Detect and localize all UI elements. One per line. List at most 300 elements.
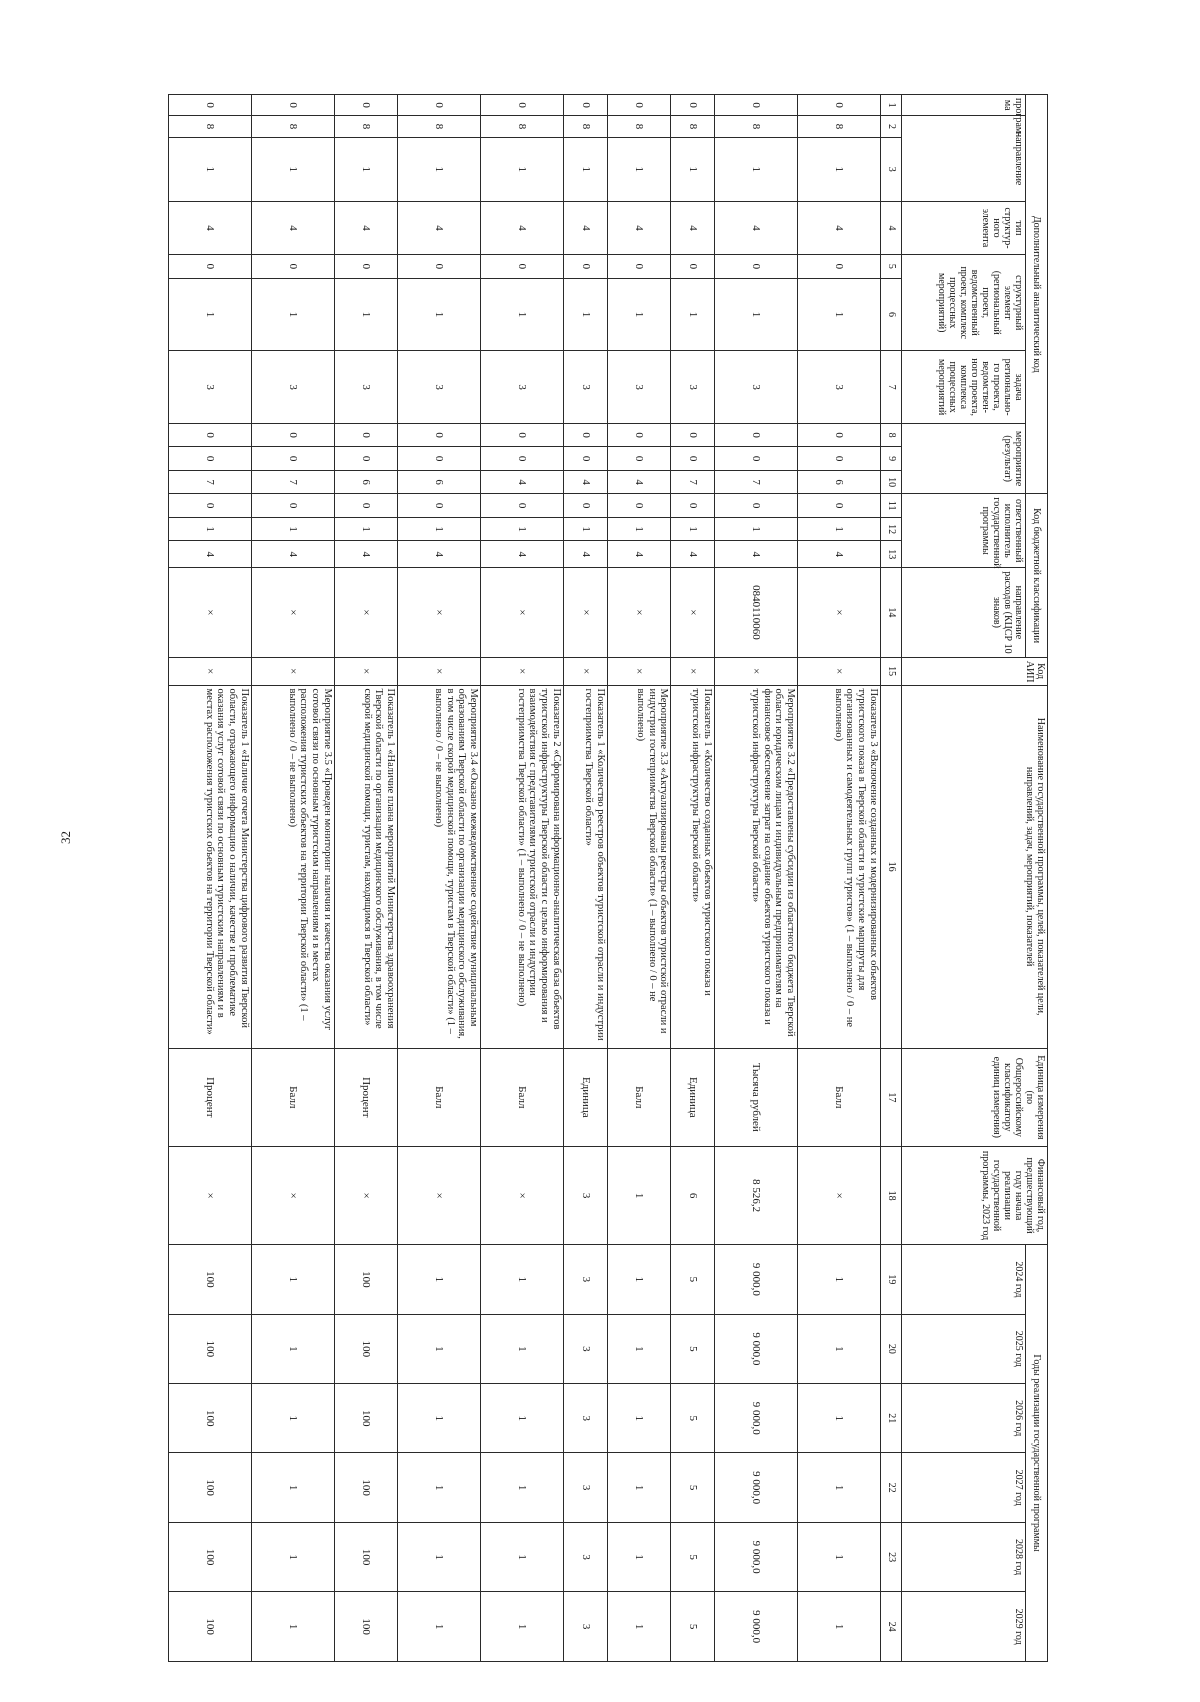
column-number: 3: [881, 137, 902, 201]
code-cell-4: 4: [798, 201, 881, 254]
code-cell-11: 0: [251, 494, 334, 517]
header-element-type: тип структур-ного элемента: [902, 201, 1026, 254]
value-2028: 1: [251, 1522, 334, 1591]
code-cell-4: 4: [715, 201, 798, 254]
program-indicators-table: [168, 94, 1048, 1662]
code-cell-10: 4: [564, 470, 608, 494]
code-cell-4: 4: [169, 201, 252, 254]
column-number: 22: [881, 1453, 902, 1522]
aip-code-cell: ×: [607, 657, 670, 685]
row-name-cell: Показатель 3 «Включение созданных и модернизированных объектов туристского показа в Тверской области в туристские маршруты для организованных и самодеятельных групп туристов» (1 – выполнено / 0 – не выполнено): [798, 685, 881, 1048]
expense-direction-cell: ×: [398, 568, 481, 658]
value-2028: 100: [334, 1522, 397, 1591]
value-2028: 100: [169, 1522, 252, 1591]
code-cell-12: 1: [169, 517, 252, 540]
header-year-2025: 2025 год: [902, 1314, 1026, 1383]
aip-code-cell: ×: [798, 657, 881, 685]
column-number: 11: [881, 494, 902, 517]
value-2029: 1: [607, 1592, 670, 1662]
column-number: 19: [881, 1245, 902, 1314]
code-cell-2: 8: [607, 116, 670, 137]
table-row: [607, 95, 670, 1662]
code-cell-1: 0: [564, 95, 608, 116]
code-cell-1: 0: [798, 95, 881, 116]
code-cell-5: 0: [715, 255, 798, 278]
base-year-value: ×: [798, 1146, 881, 1244]
code-cell-8: 0: [169, 423, 252, 446]
header-year-2028: 2028 год: [902, 1522, 1026, 1591]
value-2029: 100: [334, 1592, 397, 1662]
value-2026: 9 000,0: [715, 1384, 798, 1453]
row-name-cell: Показатель 1 «Наличие отчета Министерства цифрового развития Тверской области, отражающего информацию о наличии, качестве и проблематике оказания услуг сотовой связи по основным туристским направлениям и в местах расположения туристских объектов на территории Тверской области»: [169, 685, 252, 1048]
table-row: [334, 95, 397, 1662]
value-2028: 1: [481, 1522, 564, 1591]
header-direction: направление: [902, 116, 1026, 201]
code-cell-11: 0: [671, 494, 715, 517]
column-number: 14: [881, 568, 902, 658]
expense-direction-cell: ×: [671, 568, 715, 658]
code-cell-6: 1: [564, 278, 608, 351]
code-cell-3: 1: [715, 137, 798, 201]
code-cell-13: 4: [715, 541, 798, 568]
value-2028: 9 000,0: [715, 1522, 798, 1591]
code-cell-11: 0: [564, 494, 608, 517]
value-2025: 1: [398, 1314, 481, 1383]
value-2024: 1: [607, 1245, 670, 1314]
code-cell-1: 0: [671, 95, 715, 116]
code-cell-13: 4: [251, 541, 334, 568]
table-row: [398, 95, 481, 1662]
column-number: 17: [881, 1048, 902, 1146]
code-cell-7: 3: [671, 351, 715, 424]
value-2024: 100: [334, 1245, 397, 1314]
value-2027: 100: [169, 1453, 252, 1522]
aip-code-cell: ×: [251, 657, 334, 685]
value-2027: 5: [671, 1453, 715, 1522]
column-number: 20: [881, 1314, 902, 1383]
unit-cell: Единица: [671, 1048, 715, 1146]
code-cell-10: 7: [251, 470, 334, 494]
value-2029: 9 000,0: [715, 1592, 798, 1662]
code-cell-3: 1: [169, 137, 252, 201]
code-cell-5: 0: [481, 255, 564, 278]
code-cell-1: 0: [607, 95, 670, 116]
code-cell-6: 1: [169, 278, 252, 351]
value-2026: 100: [169, 1384, 252, 1453]
code-cell-11: 0: [798, 494, 881, 517]
value-2027: 1: [607, 1453, 670, 1522]
column-number: 12: [881, 517, 902, 540]
code-cell-5: 0: [334, 255, 397, 278]
value-2026: 1: [251, 1384, 334, 1453]
code-cell-3: 1: [251, 137, 334, 201]
code-cell-10: 6: [398, 470, 481, 494]
code-cell-2: 8: [564, 116, 608, 137]
code-cell-2: 8: [169, 116, 252, 137]
table-row: [798, 95, 881, 1662]
code-cell-8: 0: [398, 423, 481, 446]
code-cell-4: 4: [334, 201, 397, 254]
code-cell-9: 0: [481, 447, 564, 470]
code-cell-10: 6: [334, 470, 397, 494]
aip-code-cell: ×: [481, 657, 564, 685]
code-cell-9: 0: [715, 447, 798, 470]
table-row: [564, 95, 608, 1662]
value-2026: 100: [334, 1384, 397, 1453]
aip-code-cell: ×: [334, 657, 397, 685]
expense-direction-cell: ×: [481, 568, 564, 658]
row-name-cell: Мероприятие 3.3 «Актуализированы реестры объектов туристской отрасли и индустрии гостеприимства Тверской области» (1 – выполнено / 0 – не выполнено): [607, 685, 670, 1048]
value-2028: 3: [564, 1522, 608, 1591]
column-number: 21: [881, 1384, 902, 1453]
code-cell-12: 1: [798, 517, 881, 540]
value-2025: 3: [564, 1314, 608, 1383]
table-row: [169, 95, 252, 1662]
column-number: 16: [881, 685, 902, 1048]
column-number: 13: [881, 541, 902, 568]
code-cell-11: 0: [607, 494, 670, 517]
code-cell-1: 0: [251, 95, 334, 116]
value-2029: 3: [564, 1592, 608, 1662]
code-cell-2: 8: [671, 116, 715, 137]
code-cell-9: 0: [251, 447, 334, 470]
row-name-cell: Мероприятие 3.2 «Предоставлены субсидии из областного бюджета Тверской области юридическим лицам и индивидуальным предпринимателям на финансовое обеспечение затрат на создание объектов туристского показа и туристской инфраструктуры Тверской области»: [715, 685, 798, 1048]
code-cell-3: 1: [607, 137, 670, 201]
header-additional-code: Дополнительный аналитический код: [1026, 95, 1048, 494]
code-cell-1: 0: [715, 95, 798, 116]
value-2024: 3: [564, 1245, 608, 1314]
code-cell-6: 1: [607, 278, 670, 351]
value-2025: 5: [671, 1314, 715, 1383]
value-2025: 1: [798, 1314, 881, 1383]
header-fiscal-year: Финансовый год, предшествующий году начала реализации государственной программы, 2023 год: [902, 1146, 1048, 1244]
code-cell-13: 4: [671, 541, 715, 568]
value-2028: 1: [398, 1522, 481, 1591]
code-cell-3: 1: [798, 137, 881, 201]
column-number: 6: [881, 278, 902, 351]
table-row: [671, 95, 715, 1662]
code-cell-7: 3: [607, 351, 670, 424]
code-cell-12: 1: [671, 517, 715, 540]
value-2026: 1: [798, 1384, 881, 1453]
value-2025: 9 000,0: [715, 1314, 798, 1383]
unit-cell: Балл: [398, 1048, 481, 1146]
value-2026: 1: [481, 1384, 564, 1453]
code-cell-11: 0: [481, 494, 564, 517]
unit-cell: Процент: [169, 1048, 252, 1146]
code-cell-6: 1: [251, 278, 334, 351]
header-activity: мероприятие (результат): [902, 423, 1026, 493]
value-2027: 1: [481, 1453, 564, 1522]
column-number: 18: [881, 1146, 902, 1244]
table-row: [715, 95, 798, 1662]
value-2026: 1: [607, 1384, 670, 1453]
column-number-row: [881, 95, 902, 1662]
base-year-value: ×: [481, 1146, 564, 1244]
code-cell-2: 8: [334, 116, 397, 137]
code-cell-7: 3: [334, 351, 397, 424]
value-2025: 1: [251, 1314, 334, 1383]
code-cell-5: 0: [169, 255, 252, 278]
base-year-value: 1: [607, 1146, 670, 1244]
header-year-2029: 2029 год: [902, 1592, 1026, 1662]
code-cell-5: 0: [671, 255, 715, 278]
code-cell-4: 4: [607, 201, 670, 254]
value-2027: 9 000,0: [715, 1453, 798, 1522]
header-year-2027: 2027 год: [902, 1453, 1026, 1522]
code-cell-3: 1: [671, 137, 715, 201]
header-year-2024: 2024 год: [902, 1245, 1026, 1314]
code-cell-8: 0: [798, 423, 881, 446]
row-name-cell: Показатель 1 «Количество созданных объектов туристского показа и туристской инфраструктуры Тверской области»: [671, 685, 715, 1048]
unit-cell: Балл: [251, 1048, 334, 1146]
code-cell-4: 4: [398, 201, 481, 254]
column-number: 24: [881, 1592, 902, 1662]
code-cell-1: 0: [481, 95, 564, 116]
code-cell-13: 4: [169, 541, 252, 568]
code-cell-13: 4: [607, 541, 670, 568]
aip-code-cell: ×: [564, 657, 608, 685]
value-2028: 1: [798, 1522, 881, 1591]
expense-direction-cell: ×: [251, 568, 334, 658]
value-2027: 3: [564, 1453, 608, 1522]
value-2025: 100: [334, 1314, 397, 1383]
code-cell-3: 1: [564, 137, 608, 201]
code-cell-5: 0: [398, 255, 481, 278]
code-cell-11: 0: [334, 494, 397, 517]
code-cell-10: 4: [607, 470, 670, 494]
expense-direction-cell: ×: [169, 568, 252, 658]
column-number: 2: [881, 116, 902, 137]
code-cell-1: 0: [334, 95, 397, 116]
value-2026: 1: [398, 1384, 481, 1453]
code-cell-11: 0: [398, 494, 481, 517]
code-cell-10: 4: [481, 470, 564, 494]
value-2027: 1: [398, 1453, 481, 1522]
code-cell-9: 0: [798, 447, 881, 470]
code-cell-13: 4: [564, 541, 608, 568]
code-cell-3: 1: [334, 137, 397, 201]
value-2027: 100: [334, 1453, 397, 1522]
code-cell-1: 0: [398, 95, 481, 116]
row-name-cell: Показатель 2 «Сформирована информационно-аналитическая база объектов туристской инфраструктуры Тверской области с целью информирования и взаимодействия с представителями туристской отрасли и индустрии гостеприимства Тверской области» (1 – выполнено / 0 – не выполнено): [481, 685, 564, 1048]
code-cell-6: 1: [798, 278, 881, 351]
base-year-value: ×: [398, 1146, 481, 1244]
column-number: 10: [881, 470, 902, 494]
code-cell-2: 8: [251, 116, 334, 137]
value-2026: 3: [564, 1384, 608, 1453]
code-cell-7: 3: [564, 351, 608, 424]
code-cell-6: 1: [334, 278, 397, 351]
header-year-2026: 2026 год: [902, 1384, 1026, 1453]
page-number: 32: [58, 831, 73, 844]
code-cell-7: 3: [251, 351, 334, 424]
code-cell-4: 4: [671, 201, 715, 254]
code-cell-5: 0: [564, 255, 608, 278]
code-cell-13: 4: [481, 541, 564, 568]
unit-cell: Единица: [564, 1048, 608, 1146]
header-unit: Единица измерения (по Общероссийскому классификатору единиц измерения): [902, 1048, 1048, 1146]
value-2025: 1: [481, 1314, 564, 1383]
value-2029: 5: [671, 1592, 715, 1662]
value-2029: 1: [798, 1592, 881, 1662]
value-2028: 5: [671, 1522, 715, 1591]
expense-direction-cell: ×: [564, 568, 608, 658]
aip-code-cell: ×: [169, 657, 252, 685]
code-cell-4: 4: [251, 201, 334, 254]
code-cell-5: 0: [607, 255, 670, 278]
code-cell-4: 4: [564, 201, 608, 254]
code-cell-8: 0: [607, 423, 670, 446]
header-name: Наименование государственной программы, целей, показателей цели, направлений, задач, мероприятий, показателей: [902, 685, 1048, 1048]
value-2024: 9 000,0: [715, 1245, 798, 1314]
expense-direction-cell: 0840110060: [715, 568, 798, 658]
code-cell-6: 1: [671, 278, 715, 351]
code-cell-3: 1: [481, 137, 564, 201]
value-2027: 1: [251, 1453, 334, 1522]
unit-cell: Балл: [481, 1048, 564, 1146]
code-cell-2: 8: [398, 116, 481, 137]
expense-direction-cell: ×: [798, 568, 881, 658]
code-cell-2: 8: [715, 116, 798, 137]
unit-cell: Балл: [607, 1048, 670, 1146]
base-year-value: 3: [564, 1146, 608, 1244]
code-cell-9: 0: [607, 447, 670, 470]
code-cell-10: 7: [671, 470, 715, 494]
code-cell-7: 3: [798, 351, 881, 424]
unit-cell: Процент: [334, 1048, 397, 1146]
value-2029: 1: [398, 1592, 481, 1662]
header-task: задача регионально-го проекта, ведомствен-ного проекта, комплекса процессных мероприятий: [902, 351, 1026, 424]
code-cell-5: 0: [798, 255, 881, 278]
base-year-value: ×: [251, 1146, 334, 1244]
code-cell-7: 3: [715, 351, 798, 424]
value-2024: 1: [251, 1245, 334, 1314]
code-cell-1: 0: [169, 95, 252, 116]
code-cell-12: 1: [251, 517, 334, 540]
code-cell-13: 4: [398, 541, 481, 568]
value-2028: 1: [607, 1522, 670, 1591]
code-cell-8: 0: [671, 423, 715, 446]
code-cell-7: 3: [481, 351, 564, 424]
code-cell-12: 1: [334, 517, 397, 540]
value-2025: 1: [607, 1314, 670, 1383]
unit-cell: Тысяча рублей: [715, 1048, 798, 1146]
code-cell-2: 8: [481, 116, 564, 137]
code-cell-9: 0: [564, 447, 608, 470]
code-cell-8: 0: [481, 423, 564, 446]
code-cell-12: 1: [481, 517, 564, 540]
header-structural-element: структурный элемент (региональный проект, ведомственный проект, комплекс процессных мероприятий): [902, 255, 1026, 351]
code-cell-8: 0: [564, 423, 608, 446]
value-2029: 1: [481, 1592, 564, 1662]
column-number: 7: [881, 351, 902, 424]
header-executor: ответственный исполнитель государственной программы: [902, 494, 1026, 568]
code-cell-11: 0: [169, 494, 252, 517]
header-budget-code: Код бюджетной классификации: [1026, 494, 1048, 657]
value-2024: 1: [481, 1245, 564, 1314]
expense-direction-cell: ×: [334, 568, 397, 658]
code-cell-8: 0: [251, 423, 334, 446]
header-aip-code: Код АИП: [902, 657, 1048, 685]
code-cell-10: 7: [715, 470, 798, 494]
column-number: 23: [881, 1522, 902, 1591]
table-body: [169, 95, 902, 1662]
value-2029: 100: [169, 1592, 252, 1662]
value-2026: 5: [671, 1384, 715, 1453]
header-expense-direction: направление расходов (КЦСР 10 знаков): [902, 568, 1026, 658]
code-cell-7: 3: [398, 351, 481, 424]
code-cell-3: 1: [398, 137, 481, 201]
code-cell-8: 0: [334, 423, 397, 446]
code-cell-7: 3: [169, 351, 252, 424]
aip-code-cell: ×: [671, 657, 715, 685]
header-program-years: Годы реализации государственной программы: [1026, 1245, 1048, 1662]
value-2029: 1: [251, 1592, 334, 1662]
column-number: 1: [881, 95, 902, 116]
code-cell-8: 0: [715, 423, 798, 446]
value-2025: 100: [169, 1314, 252, 1383]
code-cell-9: 0: [169, 447, 252, 470]
header-program: програм-ма: [902, 95, 1026, 116]
table-row: [481, 95, 564, 1662]
base-year-value: ×: [169, 1146, 252, 1244]
column-number: 4: [881, 201, 902, 254]
code-cell-12: 1: [398, 517, 481, 540]
code-cell-12: 1: [564, 517, 608, 540]
code-cell-10: 6: [798, 470, 881, 494]
row-name-cell: Показатель 1 «Наличие плана мероприятий Министерства здравоохранения Тверской области по организации медицинского обслуживания, в том числе скорой медицинской помощи, туристам, находящимся в Тверской области»: [334, 685, 397, 1048]
value-2024: 5: [671, 1245, 715, 1314]
value-2027: 1: [798, 1453, 881, 1522]
base-year-value: 6: [671, 1146, 715, 1244]
unit-cell: Балл: [798, 1048, 881, 1146]
expense-direction-cell: ×: [607, 568, 670, 658]
aip-code-cell: ×: [398, 657, 481, 685]
row-name-cell: Мероприятие 3.4 «Оказано межведомственное содействие муниципальным образованиям Тверской области по организации медицинского обслуживания, в том числе скорой медицинской помощи, туристам в Тверской области» (1 – выполнено / 0 – не выполнено): [398, 685, 481, 1048]
value-2024: 100: [169, 1245, 252, 1314]
value-2024: 1: [398, 1245, 481, 1314]
code-cell-10: 7: [169, 470, 252, 494]
row-name-cell: Показатель 1 «Количество реестров объектов туристской отрасли и индустрии гостеприимства Тверской области»: [564, 685, 608, 1048]
base-year-value: ×: [334, 1146, 397, 1244]
code-cell-12: 1: [715, 517, 798, 540]
code-cell-9: 0: [334, 447, 397, 470]
aip-code-cell: ×: [715, 657, 798, 685]
column-number: 9: [881, 447, 902, 470]
column-number: 15: [881, 657, 902, 685]
column-number: 5: [881, 255, 902, 278]
code-cell-9: 0: [671, 447, 715, 470]
code-cell-11: 0: [715, 494, 798, 517]
rotated-sheet: [168, 94, 1048, 1662]
table-row: [251, 95, 334, 1662]
code-cell-9: 0: [398, 447, 481, 470]
code-cell-12: 1: [607, 517, 670, 540]
value-2024: 1: [798, 1245, 881, 1314]
code-cell-2: 8: [798, 116, 881, 137]
column-number: 8: [881, 423, 902, 446]
code-cell-6: 1: [715, 278, 798, 351]
base-year-value: 8 526,2: [715, 1146, 798, 1244]
row-name-cell: Мероприятие 3.5 «Проведен мониторинг наличия и качества оказания услуг сотовой связи по основным туристским направлениям и в местах расположения туристских объектов на территории Тверской области» (1 – выполнено / 0 – не выполнено): [251, 685, 334, 1048]
code-cell-13: 4: [798, 541, 881, 568]
code-cell-13: 4: [334, 541, 397, 568]
code-cell-5: 0: [251, 255, 334, 278]
code-cell-4: 4: [481, 201, 564, 254]
code-cell-6: 1: [398, 278, 481, 351]
code-cell-6: 1: [481, 278, 564, 351]
